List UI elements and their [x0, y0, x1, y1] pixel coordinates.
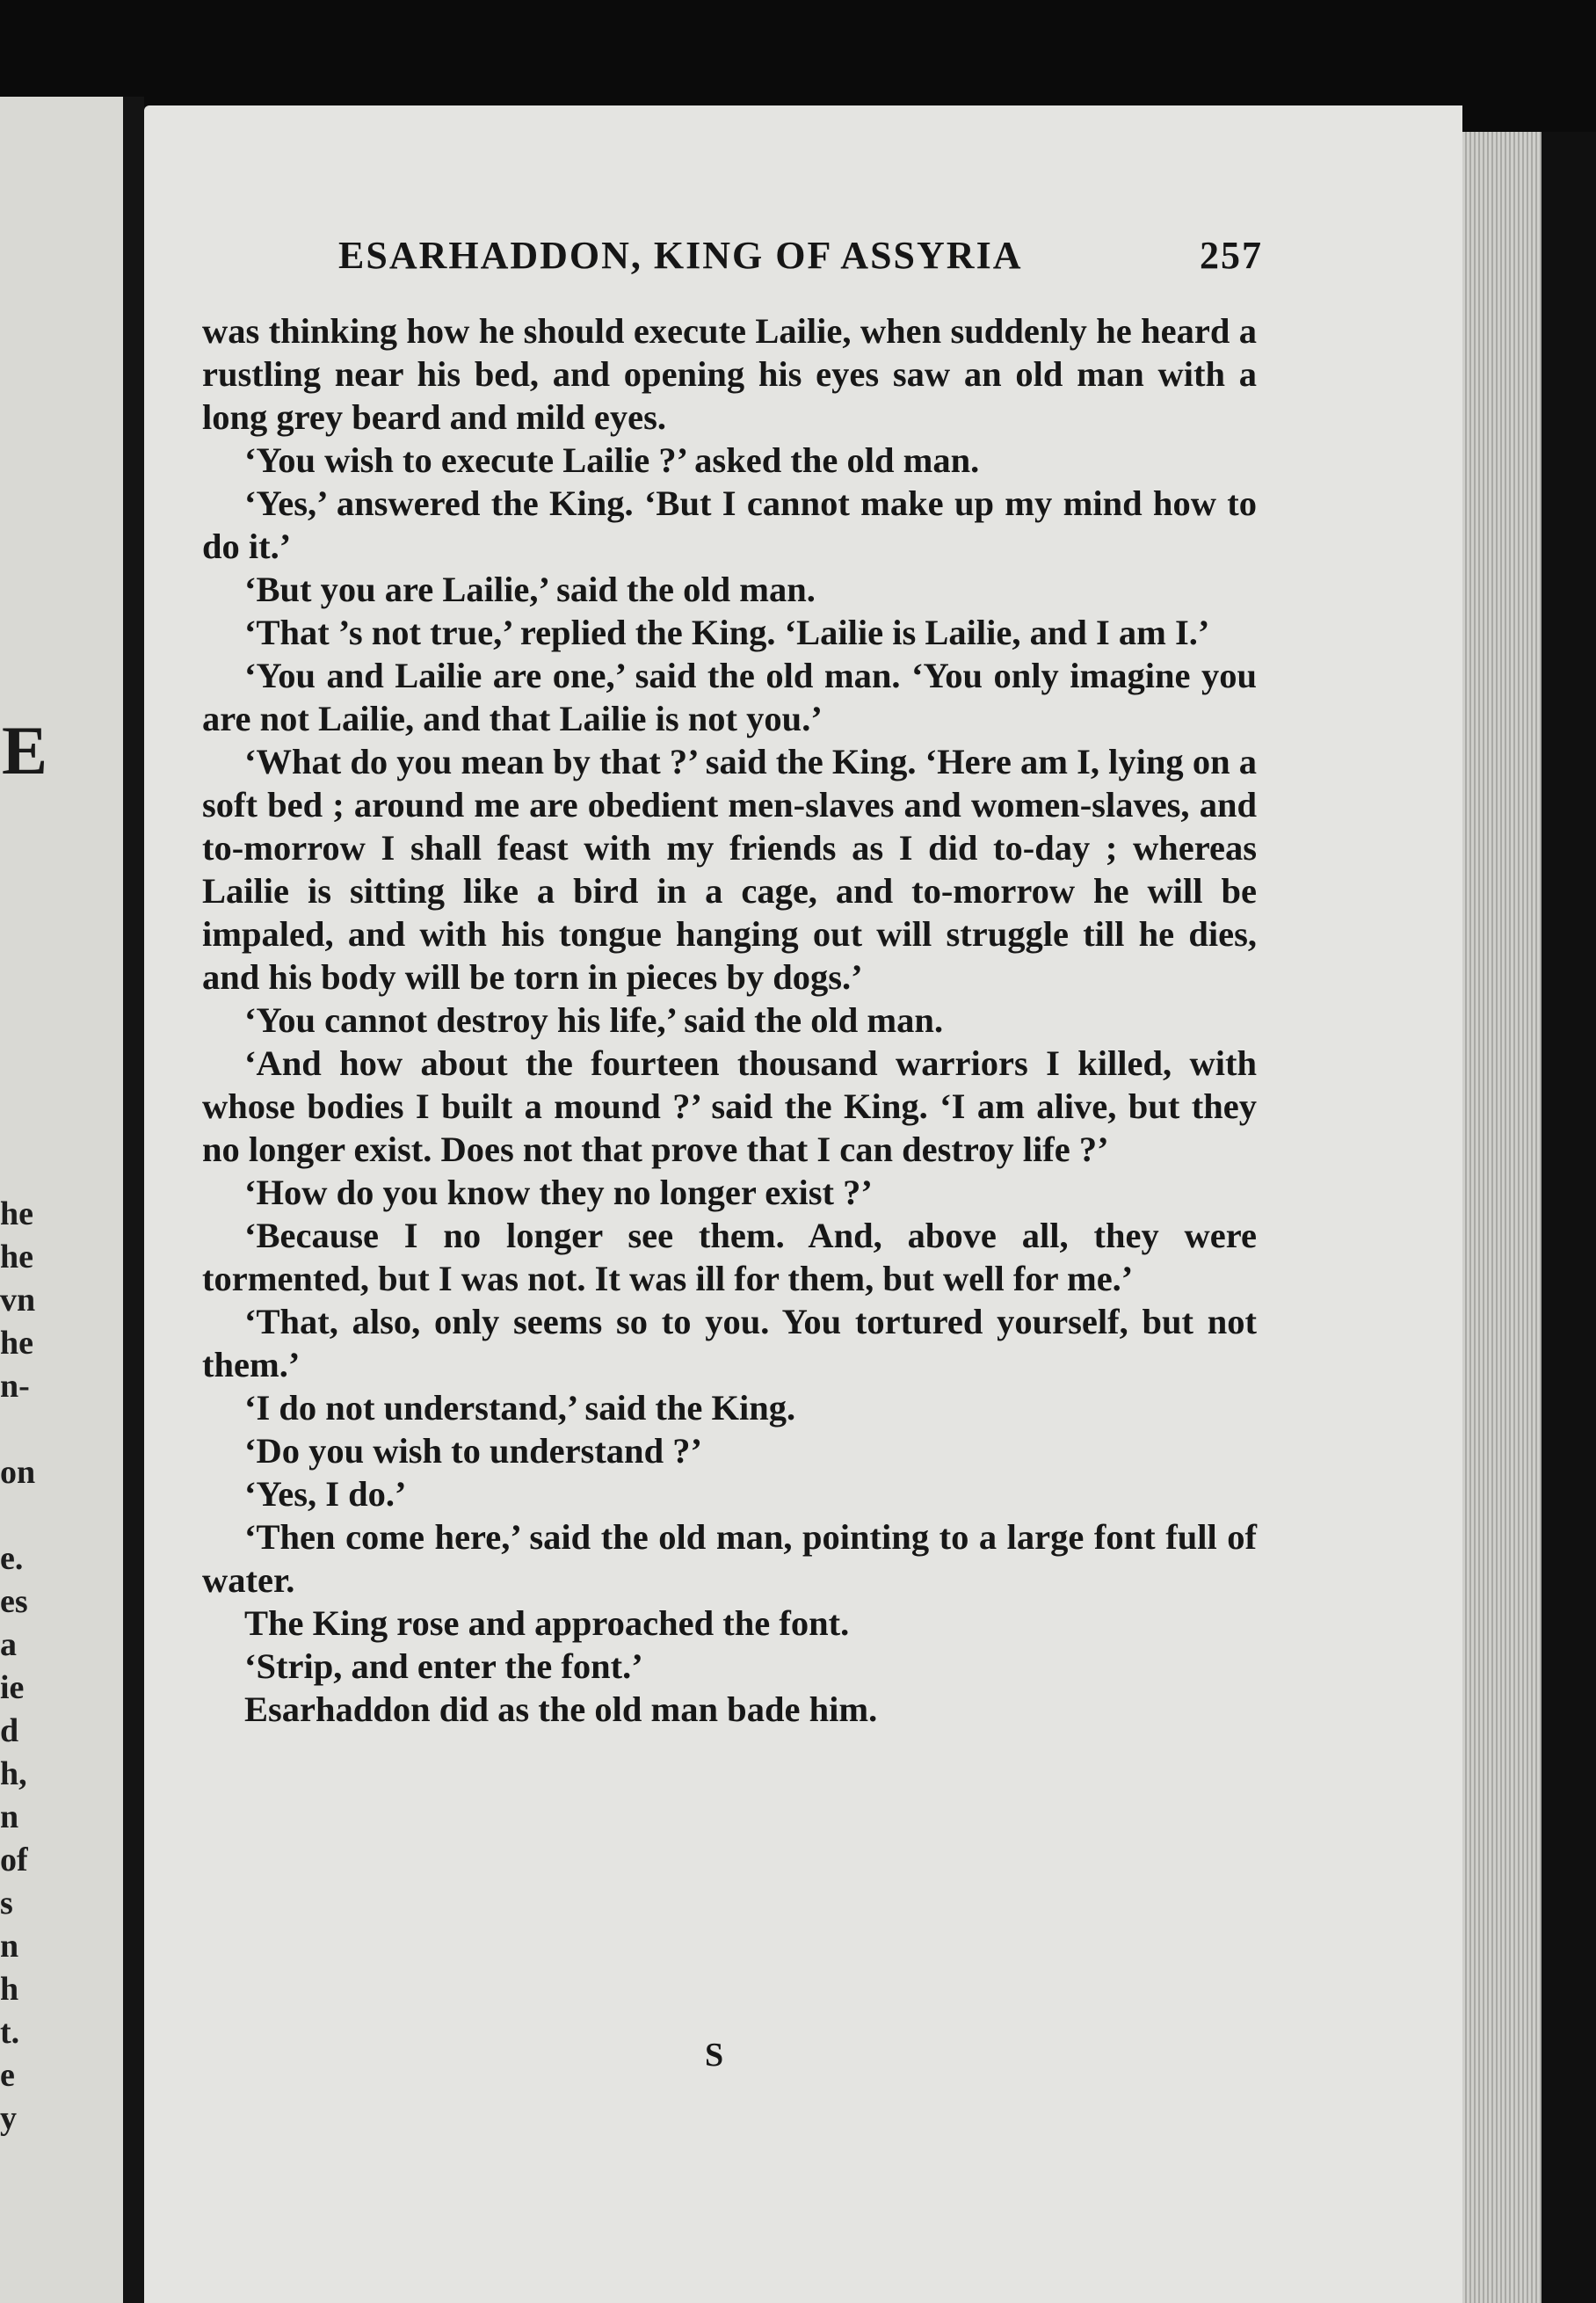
paragraph: ‘Yes,’ answered the King. ‘But I cannot make up my mind how to do it.’	[202, 483, 1257, 566]
facing-page-fragment: he	[0, 1325, 33, 1362]
facing-page-fragment: s	[0, 1885, 13, 1922]
paragraph: Esarhaddon did as the old man bade him.	[244, 1689, 878, 1729]
paragraph: ‘And how about the fourteen thousand warriors I killed, with whose bodies I built a mound ?’ said the King. ‘I am alive, but they no longer exist. Does not that prove that I can destroy life ?’	[202, 1043, 1257, 1169]
book-gutter	[123, 97, 144, 2303]
facing-page-fragment: d	[0, 1712, 19, 1749]
facing-page-fragment: n	[0, 1928, 19, 1965]
facing-page-fragment: y	[0, 2100, 17, 2137]
paragraph: ‘Yes, I do.’	[244, 1474, 407, 1514]
facing-page-fragment: n	[0, 1798, 19, 1835]
paragraph: ‘But you are Lailie,’ said the old man.	[244, 570, 816, 609]
facing-page-fragment: es	[0, 1583, 28, 1620]
facing-page-fragment: he	[0, 1195, 33, 1232]
facing-page-fragment: a	[0, 1626, 17, 1663]
paragraph: ‘You wish to execute Lailie ?’ asked the old man.	[244, 440, 980, 480]
paragraph: ‘How do you know they no longer exist ?’	[244, 1173, 873, 1212]
running-head	[338, 233, 1261, 278]
paragraph: ‘You cannot destroy his life,’ said the old man.	[244, 1000, 944, 1040]
facing-page-fragment: ie	[0, 1669, 25, 1706]
facing-page-fragment: e.	[0, 1540, 24, 1577]
paragraph: ‘You and Lailie are one,’ said the old man. ‘You only imagine you are not Lailie, and that Lailie is not you.’	[202, 656, 1257, 738]
page-edges	[1462, 132, 1542, 2303]
facing-page-fragment: h	[0, 1971, 19, 2008]
signature-mark: S	[705, 2037, 724, 2074]
body-text	[202, 309, 1257, 1731]
paragraph: ‘Then come here,’ said the old man, pointing to a large font full of water.	[202, 1517, 1257, 1600]
facing-page-fragment: e	[0, 2057, 15, 2094]
facing-page-fragment: of	[0, 1842, 28, 1878]
background-edge	[1542, 132, 1596, 2303]
page-number: 257	[1200, 234, 1263, 277]
facing-page-fragment: t.	[0, 2014, 20, 2051]
paragraph: ‘What do you mean by that ?’ said the King. ‘Here am I, lying on a soft bed ; around me are obedient men-slaves and women-slaves, and to-morrow I shall feast with my friends as I did to-day ; whereas Lailie is sitting like a bird in a cage, and to-morrow he will be impaled, and with his tongue hanging out will struggle till he dies, and his body will be torn in pieces by dogs.’	[202, 742, 1257, 997]
running-title: ESARHADDON, KING OF ASSYRIA	[338, 234, 1023, 277]
paragraph: ‘That ’s not true,’ replied the King. ‘Lailie is Lailie, and I am I.’	[244, 613, 1210, 652]
paragraph: was thinking how he should execute Lailie, when suddenly he heard a rustling near his bed, and opening his eyes saw an old man with a long grey beard and mild eyes.	[202, 311, 1257, 437]
facing-page-fragment: n-	[0, 1368, 30, 1405]
paragraph: The King rose and approached the font.	[244, 1603, 850, 1643]
facing-page-fragment: on	[0, 1454, 36, 1491]
facing-page-fragment: he	[0, 1239, 33, 1275]
paragraph: ‘That, also, only seems so to you. You tortured yourself, but not them.’	[202, 1302, 1257, 1384]
paragraph: ‘I do not understand,’ said the King.	[244, 1388, 796, 1428]
facing-page-fragment: h,	[0, 1755, 27, 1792]
paragraph: ‘Do you wish to understand ?’	[244, 1431, 702, 1471]
facing-page-left	[0, 97, 123, 2303]
facing-page-fragment: vn	[0, 1282, 36, 1319]
facing-page-edge-letter: E	[2, 712, 48, 788]
paragraph: ‘Strip, and enter the font.’	[244, 1646, 643, 1686]
paragraph: ‘Because I no longer see them. And, above all, they were tormented, but I was not. It was ill for them, but well for me.’	[202, 1216, 1257, 1298]
